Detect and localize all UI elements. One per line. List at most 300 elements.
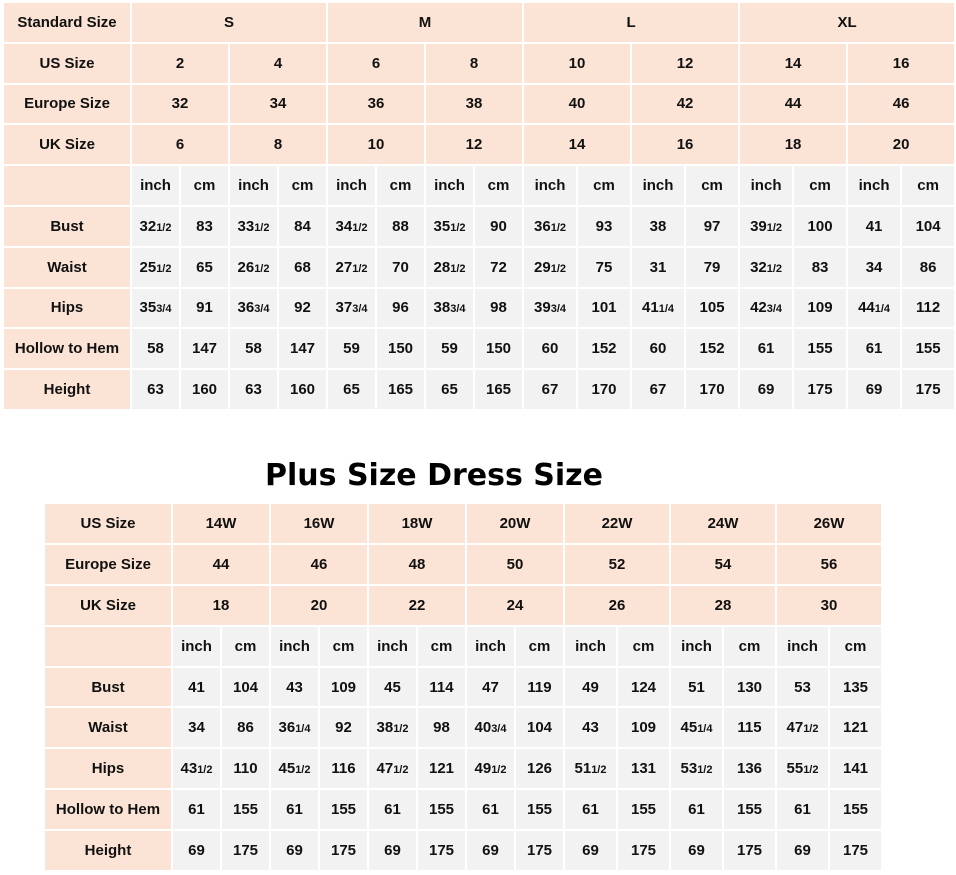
size-value: 46 xyxy=(271,545,367,584)
measurement-value xyxy=(230,289,277,328)
unit-label: inch xyxy=(328,166,375,205)
size-value: 2 xyxy=(132,44,228,83)
row-label: US Size xyxy=(4,44,130,83)
unit-label: inch xyxy=(271,627,318,666)
measurement-value: 104 xyxy=(516,708,563,747)
size-value: 16 xyxy=(632,125,738,164)
measurement-value: 155 xyxy=(418,790,465,829)
measurement-value xyxy=(632,289,684,328)
size-value: 12 xyxy=(426,125,522,164)
unit-label: cm xyxy=(686,166,738,205)
value-whole: 44 xyxy=(858,299,875,317)
value-fraction: 1/2 xyxy=(766,262,783,275)
measurement-value: 63 xyxy=(132,370,179,409)
value-whole: 28 xyxy=(433,258,451,276)
size-value: 46 xyxy=(848,85,954,124)
measurement-value: 141 xyxy=(830,749,881,788)
measurement-value: 69 xyxy=(777,831,828,870)
measurement-value: 61 xyxy=(565,790,616,829)
measurement-value: 150 xyxy=(377,329,424,368)
measurement-value: 61 xyxy=(369,790,416,829)
measurement-value: 65 xyxy=(181,248,228,287)
measurement-value: 49 xyxy=(565,668,616,707)
value-fraction: 1/2 xyxy=(697,764,713,777)
measurement-value: 51 xyxy=(671,668,722,707)
size-value: 14 xyxy=(524,125,630,164)
measurement-value: 152 xyxy=(686,329,738,368)
value-whole: 29 xyxy=(534,258,551,276)
measurement-value: 98 xyxy=(418,708,465,747)
measurement-value: 34 xyxy=(848,248,900,287)
size-value: 34 xyxy=(230,85,326,124)
measurement-value: 112 xyxy=(902,289,954,328)
measurement-value: 69 xyxy=(369,831,416,870)
measurement-value: 124 xyxy=(618,668,669,707)
measurement-value: 175 xyxy=(222,831,269,870)
size-value: 14W xyxy=(173,504,269,543)
measurement-value: 160 xyxy=(181,370,228,409)
row-label: UK Size xyxy=(4,125,130,164)
row-label: Hollow to Hem xyxy=(4,329,130,368)
size-value: 36 xyxy=(328,85,424,124)
unit-label: inch xyxy=(467,627,514,666)
measurement-row xyxy=(45,831,881,870)
size-value: 20W xyxy=(467,504,563,543)
size-value: 18 xyxy=(173,586,269,625)
measurement-value xyxy=(467,708,514,747)
value-whole: 36 xyxy=(278,719,296,737)
measurement-value: 83 xyxy=(181,207,228,246)
measurement-value: 110 xyxy=(222,749,269,788)
measurement-value: 92 xyxy=(279,289,326,328)
measurement-value: 38 xyxy=(632,207,684,246)
measurement-value: 61 xyxy=(777,790,828,829)
measurement-value: 69 xyxy=(848,370,900,409)
measurement-value: 43 xyxy=(565,708,616,747)
unit-label: cm xyxy=(794,166,846,205)
value-fraction: 1/2 xyxy=(254,221,270,234)
value-whole: 35 xyxy=(139,299,157,317)
measurement-value: 45 xyxy=(369,668,416,707)
unit-label: cm xyxy=(475,166,522,205)
measurement-value: 61 xyxy=(671,790,722,829)
value-fraction: 1/2 xyxy=(393,764,409,777)
measurement-value: 109 xyxy=(794,289,846,328)
measurement-value xyxy=(671,749,722,788)
value-whole: 39 xyxy=(534,299,551,317)
value-whole: 45 xyxy=(278,760,296,778)
size-value: 10 xyxy=(524,44,630,83)
measurement-row xyxy=(45,668,881,707)
standard-size-table xyxy=(2,1,956,411)
row-label: Europe Size xyxy=(4,85,130,124)
measurement-value: 69 xyxy=(671,831,722,870)
measurement-value xyxy=(740,207,792,246)
value-fraction: 3/4 xyxy=(550,303,566,316)
value-whole: 25 xyxy=(139,258,157,276)
value-whole: 55 xyxy=(786,760,804,778)
measurement-value: 86 xyxy=(222,708,269,747)
measurement-value: 84 xyxy=(279,207,326,246)
size-value: 22W xyxy=(565,504,669,543)
measurement-value: 88 xyxy=(377,207,424,246)
row-label: Bust xyxy=(45,668,171,707)
measurement-value xyxy=(671,708,722,747)
value-fraction: 3/4 xyxy=(156,303,172,316)
size-value: 12 xyxy=(632,44,738,83)
unit-label: inch xyxy=(132,166,179,205)
value-whole: 43 xyxy=(180,760,198,778)
measurement-value: 170 xyxy=(686,370,738,409)
measurement-value: 69 xyxy=(565,831,616,870)
size-value: 52 xyxy=(565,545,669,584)
size-value: 18W xyxy=(369,504,465,543)
measurement-value: 83 xyxy=(794,248,846,287)
unit-label: cm xyxy=(222,627,269,666)
measurement-value: 58 xyxy=(132,329,179,368)
measurement-value: 175 xyxy=(418,831,465,870)
measurement-value: 59 xyxy=(328,329,375,368)
measurement-value: 155 xyxy=(794,329,846,368)
measurement-value: 104 xyxy=(902,207,954,246)
measurement-value xyxy=(740,248,792,287)
measurement-value xyxy=(426,289,473,328)
value-whole: 38 xyxy=(376,719,394,737)
measurement-row xyxy=(45,708,881,747)
measurement-value xyxy=(565,749,616,788)
size-label: L xyxy=(524,3,738,42)
value-fraction: 1/2 xyxy=(352,262,368,275)
value-whole: 27 xyxy=(335,258,353,276)
measurement-value: 100 xyxy=(794,207,846,246)
measurement-value: 53 xyxy=(777,668,828,707)
measurement-value: 60 xyxy=(632,329,684,368)
measurement-row xyxy=(45,790,881,829)
measurement-value: 75 xyxy=(578,248,630,287)
measurement-value: 147 xyxy=(181,329,228,368)
measurement-value: 175 xyxy=(516,831,563,870)
size-value: 38 xyxy=(426,85,522,124)
unit-label: cm xyxy=(181,166,228,205)
measurement-value: 121 xyxy=(830,708,881,747)
unit-label: inch xyxy=(173,627,220,666)
value-whole: 38 xyxy=(433,299,451,317)
measurement-value: 155 xyxy=(902,329,954,368)
measurement-value xyxy=(740,289,792,328)
measurement-value: 119 xyxy=(516,668,563,707)
measurement-value: 61 xyxy=(848,329,900,368)
size-value: 54 xyxy=(671,545,775,584)
measurement-value: 97 xyxy=(686,207,738,246)
size-value: 8 xyxy=(230,125,326,164)
measurement-value xyxy=(369,749,416,788)
unit-label: cm xyxy=(516,627,563,666)
measurement-value: 175 xyxy=(794,370,846,409)
measurement-value: 41 xyxy=(173,668,220,707)
measurement-value: 86 xyxy=(902,248,954,287)
value-fraction: 1/2 xyxy=(450,262,466,275)
measurement-value: 155 xyxy=(320,790,367,829)
measurement-value: 175 xyxy=(618,831,669,870)
measurement-row xyxy=(45,749,881,788)
measurement-value: 115 xyxy=(724,708,775,747)
size-value: 16W xyxy=(271,504,367,543)
value-fraction: 1/2 xyxy=(550,221,566,234)
row-label: Hips xyxy=(45,749,171,788)
plus-size-title: Plus Size Dress Size xyxy=(265,458,603,493)
measurement-value: 58 xyxy=(230,329,277,368)
measurement-value: 175 xyxy=(902,370,954,409)
measurement-value xyxy=(132,248,179,287)
measurement-value: 70 xyxy=(377,248,424,287)
measurement-value: 135 xyxy=(830,668,881,707)
unit-label: inch xyxy=(524,166,576,205)
measurement-value: 69 xyxy=(740,370,792,409)
measurement-value: 69 xyxy=(467,831,514,870)
row-label: Hollow to Hem xyxy=(45,790,171,829)
value-whole: 51 xyxy=(574,760,592,778)
conversion-row xyxy=(4,44,954,83)
row-label: Height xyxy=(4,370,130,409)
measurement-value: 155 xyxy=(222,790,269,829)
unit-label: inch xyxy=(777,627,828,666)
size-value: 14 xyxy=(740,44,846,83)
measurement-value: 47 xyxy=(467,668,514,707)
value-whole: 36 xyxy=(237,299,255,317)
conversion-row xyxy=(45,586,881,625)
value-whole: 47 xyxy=(376,760,394,778)
value-whole: 45 xyxy=(680,719,698,737)
unit-label: inch xyxy=(632,166,684,205)
unit-row xyxy=(4,166,954,205)
value-fraction: 1/2 xyxy=(295,764,311,777)
row-label: Bust xyxy=(4,207,130,246)
measurement-row xyxy=(4,370,954,409)
value-fraction: 1/2 xyxy=(491,764,507,777)
value-whole: 34 xyxy=(335,217,353,235)
measurement-value xyxy=(328,248,375,287)
size-value: 8 xyxy=(426,44,522,83)
measurement-value: 90 xyxy=(475,207,522,246)
measurement-value: 61 xyxy=(467,790,514,829)
value-whole: 36 xyxy=(534,217,551,235)
measurement-value: 114 xyxy=(418,668,465,707)
value-fraction: 1/2 xyxy=(550,262,566,275)
unit-label: cm xyxy=(279,166,326,205)
value-fraction: 3/4 xyxy=(352,303,368,316)
measurement-value: 152 xyxy=(578,329,630,368)
measurement-value: 63 xyxy=(230,370,277,409)
value-whole: 47 xyxy=(786,719,804,737)
value-whole: 49 xyxy=(474,760,492,778)
unit-label: inch xyxy=(230,166,277,205)
size-value: 42 xyxy=(632,85,738,124)
measurement-value: 34 xyxy=(173,708,220,747)
value-fraction: 1/4 xyxy=(874,303,891,316)
measurement-value: 109 xyxy=(618,708,669,747)
unit-label: cm xyxy=(618,627,669,666)
measurement-value: 131 xyxy=(618,749,669,788)
measurement-value: 43 xyxy=(271,668,318,707)
measurement-value: 69 xyxy=(271,831,318,870)
value-whole: 41 xyxy=(642,299,659,317)
unit-row xyxy=(45,627,881,666)
size-value: 22 xyxy=(369,586,465,625)
measurement-value xyxy=(230,248,277,287)
size-value: 6 xyxy=(328,44,424,83)
value-fraction: 1/2 xyxy=(156,262,172,275)
value-fraction: 1/2 xyxy=(197,764,213,777)
size-value: 44 xyxy=(173,545,269,584)
measurement-value: 59 xyxy=(426,329,473,368)
measurement-value: 68 xyxy=(279,248,326,287)
value-whole: 37 xyxy=(335,299,353,317)
measurement-value: 175 xyxy=(830,831,881,870)
measurement-row xyxy=(4,329,954,368)
row-label: UK Size xyxy=(45,586,171,625)
measurement-value: 92 xyxy=(320,708,367,747)
corner-label: Standard Size xyxy=(4,3,130,42)
measurement-value: 175 xyxy=(724,831,775,870)
measurement-value xyxy=(777,749,828,788)
unit-label: inch xyxy=(565,627,616,666)
value-fraction: 1/4 xyxy=(697,723,713,736)
unit-row-corner xyxy=(45,627,171,666)
measurement-value xyxy=(426,248,473,287)
measurement-value xyxy=(369,708,416,747)
row-label: Height xyxy=(45,831,171,870)
value-whole: 39 xyxy=(750,217,767,235)
measurement-value: 69 xyxy=(173,831,220,870)
measurement-value: 41 xyxy=(848,207,900,246)
measurement-row xyxy=(4,289,954,328)
unit-label: cm xyxy=(320,627,367,666)
measurement-value: 165 xyxy=(377,370,424,409)
measurement-value: 155 xyxy=(724,790,775,829)
unit-label: cm xyxy=(578,166,630,205)
size-value: 24 xyxy=(467,586,563,625)
measurement-value: 31 xyxy=(632,248,684,287)
size-value: 40 xyxy=(524,85,630,124)
measurement-value: 150 xyxy=(475,329,522,368)
unit-label: cm xyxy=(830,627,881,666)
row-label: Europe Size xyxy=(45,545,171,584)
unit-label: inch xyxy=(740,166,792,205)
unit-label: cm xyxy=(902,166,954,205)
value-fraction: 1/2 xyxy=(803,764,819,777)
measurement-value: 155 xyxy=(618,790,669,829)
measurement-value xyxy=(426,207,473,246)
measurement-value: 116 xyxy=(320,749,367,788)
measurement-value: 104 xyxy=(222,668,269,707)
size-value: 56 xyxy=(777,545,881,584)
measurement-value: 170 xyxy=(578,370,630,409)
size-value: 18 xyxy=(740,125,846,164)
size-value: 50 xyxy=(467,545,563,584)
plus-size-table xyxy=(43,502,883,872)
measurement-value: 126 xyxy=(516,749,563,788)
size-label: XL xyxy=(740,3,954,42)
measurement-value: 98 xyxy=(475,289,522,328)
size-value: 26W xyxy=(777,504,881,543)
measurement-value: 136 xyxy=(724,749,775,788)
measurement-value: 60 xyxy=(524,329,576,368)
measurement-value xyxy=(848,289,900,328)
unit-label: inch xyxy=(848,166,900,205)
value-whole: 53 xyxy=(680,760,698,778)
conversion-row xyxy=(45,504,881,543)
value-fraction: 3/4 xyxy=(254,303,270,316)
conversion-row xyxy=(4,85,954,124)
measurement-value: 65 xyxy=(328,370,375,409)
unit-label: cm xyxy=(418,627,465,666)
measurement-value: 91 xyxy=(181,289,228,328)
value-fraction: 1/4 xyxy=(295,723,311,736)
row-label: Hips xyxy=(4,289,130,328)
measurement-value xyxy=(777,708,828,747)
measurement-value xyxy=(230,207,277,246)
measurement-value xyxy=(467,749,514,788)
size-value: 24W xyxy=(671,504,775,543)
row-label: Waist xyxy=(45,708,171,747)
measurement-value: 65 xyxy=(426,370,473,409)
measurement-value: 79 xyxy=(686,248,738,287)
value-fraction: 1/2 xyxy=(393,723,409,736)
size-value: 4 xyxy=(230,44,326,83)
value-fraction: 1/2 xyxy=(766,221,783,234)
measurement-value: 147 xyxy=(279,329,326,368)
value-whole: 26 xyxy=(237,258,255,276)
value-fraction: 1/2 xyxy=(156,221,172,234)
measurement-value: 155 xyxy=(830,790,881,829)
measurement-value: 61 xyxy=(740,329,792,368)
standard-size-row xyxy=(4,3,954,42)
measurement-value: 160 xyxy=(279,370,326,409)
value-fraction: 3/4 xyxy=(766,303,783,316)
value-fraction: 3/4 xyxy=(491,723,507,736)
measurement-row xyxy=(4,207,954,246)
measurement-value xyxy=(271,708,318,747)
value-fraction: 1/2 xyxy=(352,221,368,234)
measurement-value: 109 xyxy=(320,668,367,707)
size-value: 44 xyxy=(740,85,846,124)
measurement-value: 165 xyxy=(475,370,522,409)
measurement-row xyxy=(4,248,954,287)
measurement-value: 67 xyxy=(632,370,684,409)
measurement-value: 101 xyxy=(578,289,630,328)
value-fraction: 1/2 xyxy=(254,262,270,275)
value-whole: 33 xyxy=(237,217,255,235)
measurement-value: 96 xyxy=(377,289,424,328)
row-label: Waist xyxy=(4,248,130,287)
unit-label: inch xyxy=(671,627,722,666)
measurement-value xyxy=(524,207,576,246)
unit-label: inch xyxy=(426,166,473,205)
size-value: 20 xyxy=(271,586,367,625)
value-whole: 32 xyxy=(139,217,157,235)
size-value: 10 xyxy=(328,125,424,164)
value-fraction: 1/2 xyxy=(450,221,466,234)
value-whole: 32 xyxy=(750,258,767,276)
size-label: M xyxy=(328,3,522,42)
unit-label: cm xyxy=(377,166,424,205)
measurement-value xyxy=(328,289,375,328)
value-whole: 35 xyxy=(433,217,451,235)
conversion-row xyxy=(45,545,881,584)
measurement-value: 61 xyxy=(173,790,220,829)
size-value: 26 xyxy=(565,586,669,625)
measurement-value xyxy=(524,248,576,287)
